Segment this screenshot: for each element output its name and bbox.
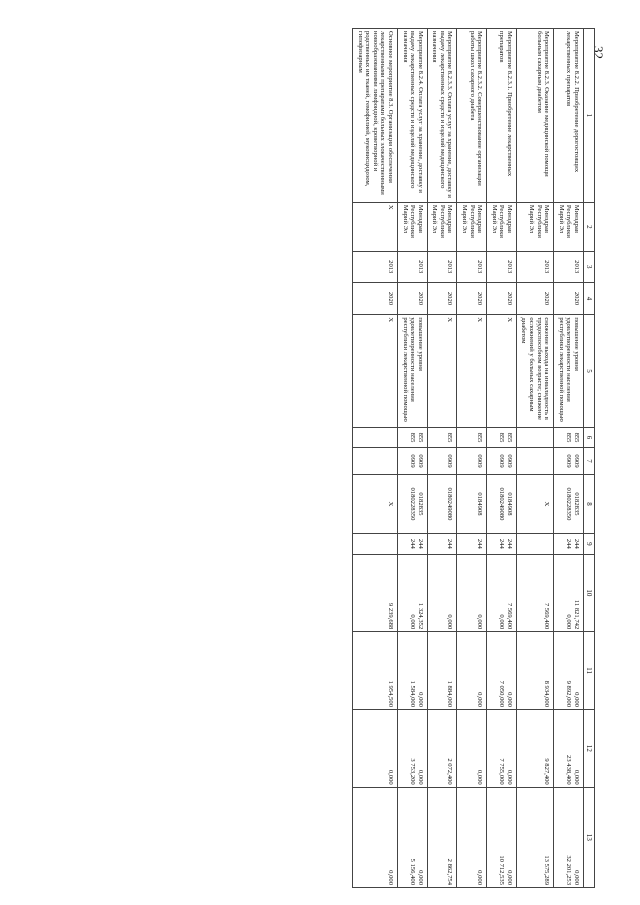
cell-col-5: снижение выхода на инвалидность в трудоспособном возрасте; снижение осложнений у больных сахарным диабетом <box>516 315 553 427</box>
cell-col-7: 0909 0909 <box>487 448 517 475</box>
cell-col-9: 244 244 <box>487 534 517 554</box>
cell-col-3: 2013 <box>457 251 487 282</box>
column-header-10: 10 <box>583 554 594 632</box>
cell-col-2: Минздрав Республики Марий Эл <box>554 202 584 251</box>
column-header-3: 3 <box>583 251 594 282</box>
cell-col-9 <box>353 534 398 554</box>
cell-col-2: Минздрав Республики Марий Эл <box>516 202 553 251</box>
cell-col-9: 244 244 <box>554 534 584 554</box>
cell-col-2: Х <box>353 202 398 251</box>
table-row <box>554 29 584 888</box>
cell-col-11: 0,000 <box>457 632 487 710</box>
cell-col-6: 855 <box>457 427 487 447</box>
cell-col-9: 244 244 <box>397 534 427 554</box>
cell-col-10: 0,000 <box>427 554 457 632</box>
cell-col-5: Х <box>353 315 398 427</box>
cell-col-10: 0,000 <box>457 554 487 632</box>
cell-col-4: 2020 <box>487 282 517 315</box>
cell-col-9: 244 <box>457 534 487 554</box>
cell-col-8: 0182835 0180228350 <box>397 474 427 533</box>
column-header-13: 13 <box>583 787 594 887</box>
cell-col-2: Минздрав Республики Марий Эл <box>457 202 487 251</box>
cell-col-1: Мероприятие 8.2.3.2. Совершенствование организации работы школ сахарного диабета <box>457 29 487 203</box>
rotated-table-wrapper <box>105 28 595 888</box>
cell-col-10: 7 569,400 <box>516 554 553 632</box>
cell-col-11: 1 954,500 <box>353 632 398 710</box>
table-row <box>353 29 398 888</box>
cell-col-2: Минздрав Республики Марий Эл <box>487 202 517 251</box>
table-row <box>516 29 553 888</box>
cell-col-6: 855 855 <box>397 427 427 447</box>
cell-col-12: 2 072,400 <box>427 709 457 787</box>
cell-col-1: Мероприятие 8.2.3.3. Оплата услуг за хранение, доставку и выдачу лекарственных средств и изделий медицинского назначения <box>427 29 457 203</box>
column-header-12: 12 <box>583 709 594 787</box>
cell-col-4: 2020 <box>427 282 457 315</box>
table-header-row <box>583 29 594 888</box>
cell-col-11: 0,000 9 892,000 <box>554 632 584 710</box>
cell-col-7 <box>516 448 553 475</box>
cell-col-4: 2020 <box>516 282 553 315</box>
cell-col-1: Мероприятие 8.2.4. Оплата услуг за хранение, доставку и выдачу лекарственных средств и изделий медицинского назначения <box>397 29 427 203</box>
cell-col-8: Х <box>353 474 398 533</box>
column-header-11: 11 <box>583 632 594 710</box>
column-header-4: 4 <box>583 282 594 315</box>
cell-col-4: 2020 <box>554 282 584 315</box>
column-header-1: 1 <box>583 29 594 203</box>
cell-col-4: 2020 <box>457 282 487 315</box>
cell-col-3: 2013 <box>353 251 398 282</box>
cell-col-7: 0909 <box>457 448 487 475</box>
cell-col-13: 0,000 <box>457 787 487 887</box>
cell-col-9 <box>516 534 553 554</box>
cell-col-13: 2 862,754 <box>427 787 457 887</box>
cell-col-11: 0,000 1 584,000 <box>397 632 427 710</box>
cell-col-6: 855 855 <box>487 427 517 447</box>
column-header-5: 5 <box>583 315 594 427</box>
cell-col-12: 0,000 <box>353 709 398 787</box>
cell-col-3: 2013 <box>427 251 457 282</box>
cell-col-8: 0184908 <box>457 474 487 533</box>
cell-col-8: 0184908 0180249080 <box>487 474 517 533</box>
cell-col-13: 0,000 <box>353 787 398 887</box>
cell-col-10: 1 324,352 0,000 <box>397 554 427 632</box>
cell-col-13: 0,000 32 201,253 <box>554 787 584 887</box>
cell-col-3: 2013 <box>554 251 584 282</box>
cell-col-9: 244 <box>427 534 457 554</box>
cell-col-8: 0180249080 <box>427 474 457 533</box>
cell-col-6 <box>516 427 553 447</box>
cell-col-8: Х <box>516 474 553 533</box>
cell-col-11: 8 934,000 <box>516 632 553 710</box>
cell-col-12: 0,000 23 438,400 <box>554 709 584 787</box>
cell-col-7: 0909 <box>427 448 457 475</box>
cell-col-8: 0182835 0180228350 <box>554 474 584 533</box>
cell-col-13: 0,000 10 712,535 <box>487 787 517 887</box>
cell-col-10: 7 569,400 0,000 <box>487 554 517 632</box>
cell-col-4: 2020 <box>353 282 398 315</box>
cell-col-12: 0,000 <box>457 709 487 787</box>
column-header-9: 9 <box>583 534 594 554</box>
column-header-6: 6 <box>583 427 594 447</box>
cell-col-5: Х <box>487 315 517 427</box>
cell-col-1: Основное мероприятие 8.3. Организация обеспечения лекарственными препаратами больных злокачественными новообразованиями лимфоидной, кроветворной и родственных им тканей, гемофилией, муковисцидозом, гипофизарным <box>353 29 398 203</box>
cell-col-7 <box>353 448 398 475</box>
table-body <box>353 29 584 888</box>
cell-col-1: Мероприятие 8.2.3. Оказание медицинской помощи больным сахарным диабетом <box>516 29 553 203</box>
cell-col-5: повышение уровня удовлетворенности населения республики лекарственной помощью <box>397 315 427 427</box>
cell-col-2: Минздрав Республики Марий Эл <box>427 202 457 251</box>
cell-col-1: Мероприятие 8.2.2. Приобретение дорогостоящих лекарственных препаратов <box>554 29 584 203</box>
cell-col-5: Х <box>457 315 487 427</box>
cell-col-10: 11 821,742 0,000 <box>554 554 584 632</box>
cell-col-6 <box>353 427 398 447</box>
cell-col-13: 13 575,289 <box>516 787 553 887</box>
cell-col-6: 855 855 <box>554 427 584 447</box>
cell-col-3: 2013 <box>516 251 553 282</box>
cell-col-5: Х <box>427 315 457 427</box>
cell-col-5: повышение уровня удовлетворенности населения республики лекарственной помощью <box>554 315 584 427</box>
cell-col-10: 9 239,688 <box>353 554 398 632</box>
column-header-2: 2 <box>583 202 594 251</box>
table-row <box>487 29 517 888</box>
cell-col-1: Мероприятие 8.2.3.1. Приобретение лекарственных препаратов <box>487 29 517 203</box>
cell-col-12: 9 827,400 <box>516 709 553 787</box>
cell-col-2: Минздрав Республики Марий Эл <box>397 202 427 251</box>
cell-col-7: 0909 0909 <box>554 448 584 475</box>
cell-col-13: 0,000 5 156,400 <box>397 787 427 887</box>
table-row <box>397 29 427 888</box>
cell-col-12: 0,000 7 755,000 <box>487 709 517 787</box>
cell-col-12: 0,000 3 753,200 <box>397 709 427 787</box>
cell-col-7: 0909 0909 <box>397 448 427 475</box>
cell-col-6: 855 <box>427 427 457 447</box>
cell-col-11: 0,000 7 050,000 <box>487 632 517 710</box>
cell-col-3: 2013 <box>397 251 427 282</box>
program-table <box>352 28 595 888</box>
table-row <box>427 29 457 888</box>
cell-col-4: 2020 <box>397 282 427 315</box>
column-header-8: 8 <box>583 474 594 533</box>
cell-col-11: 1 884,000 <box>427 632 457 710</box>
cell-col-3: 2013 <box>487 251 517 282</box>
column-header-7: 7 <box>583 448 594 475</box>
page-number: 32 <box>591 46 606 59</box>
table-row <box>457 29 487 888</box>
